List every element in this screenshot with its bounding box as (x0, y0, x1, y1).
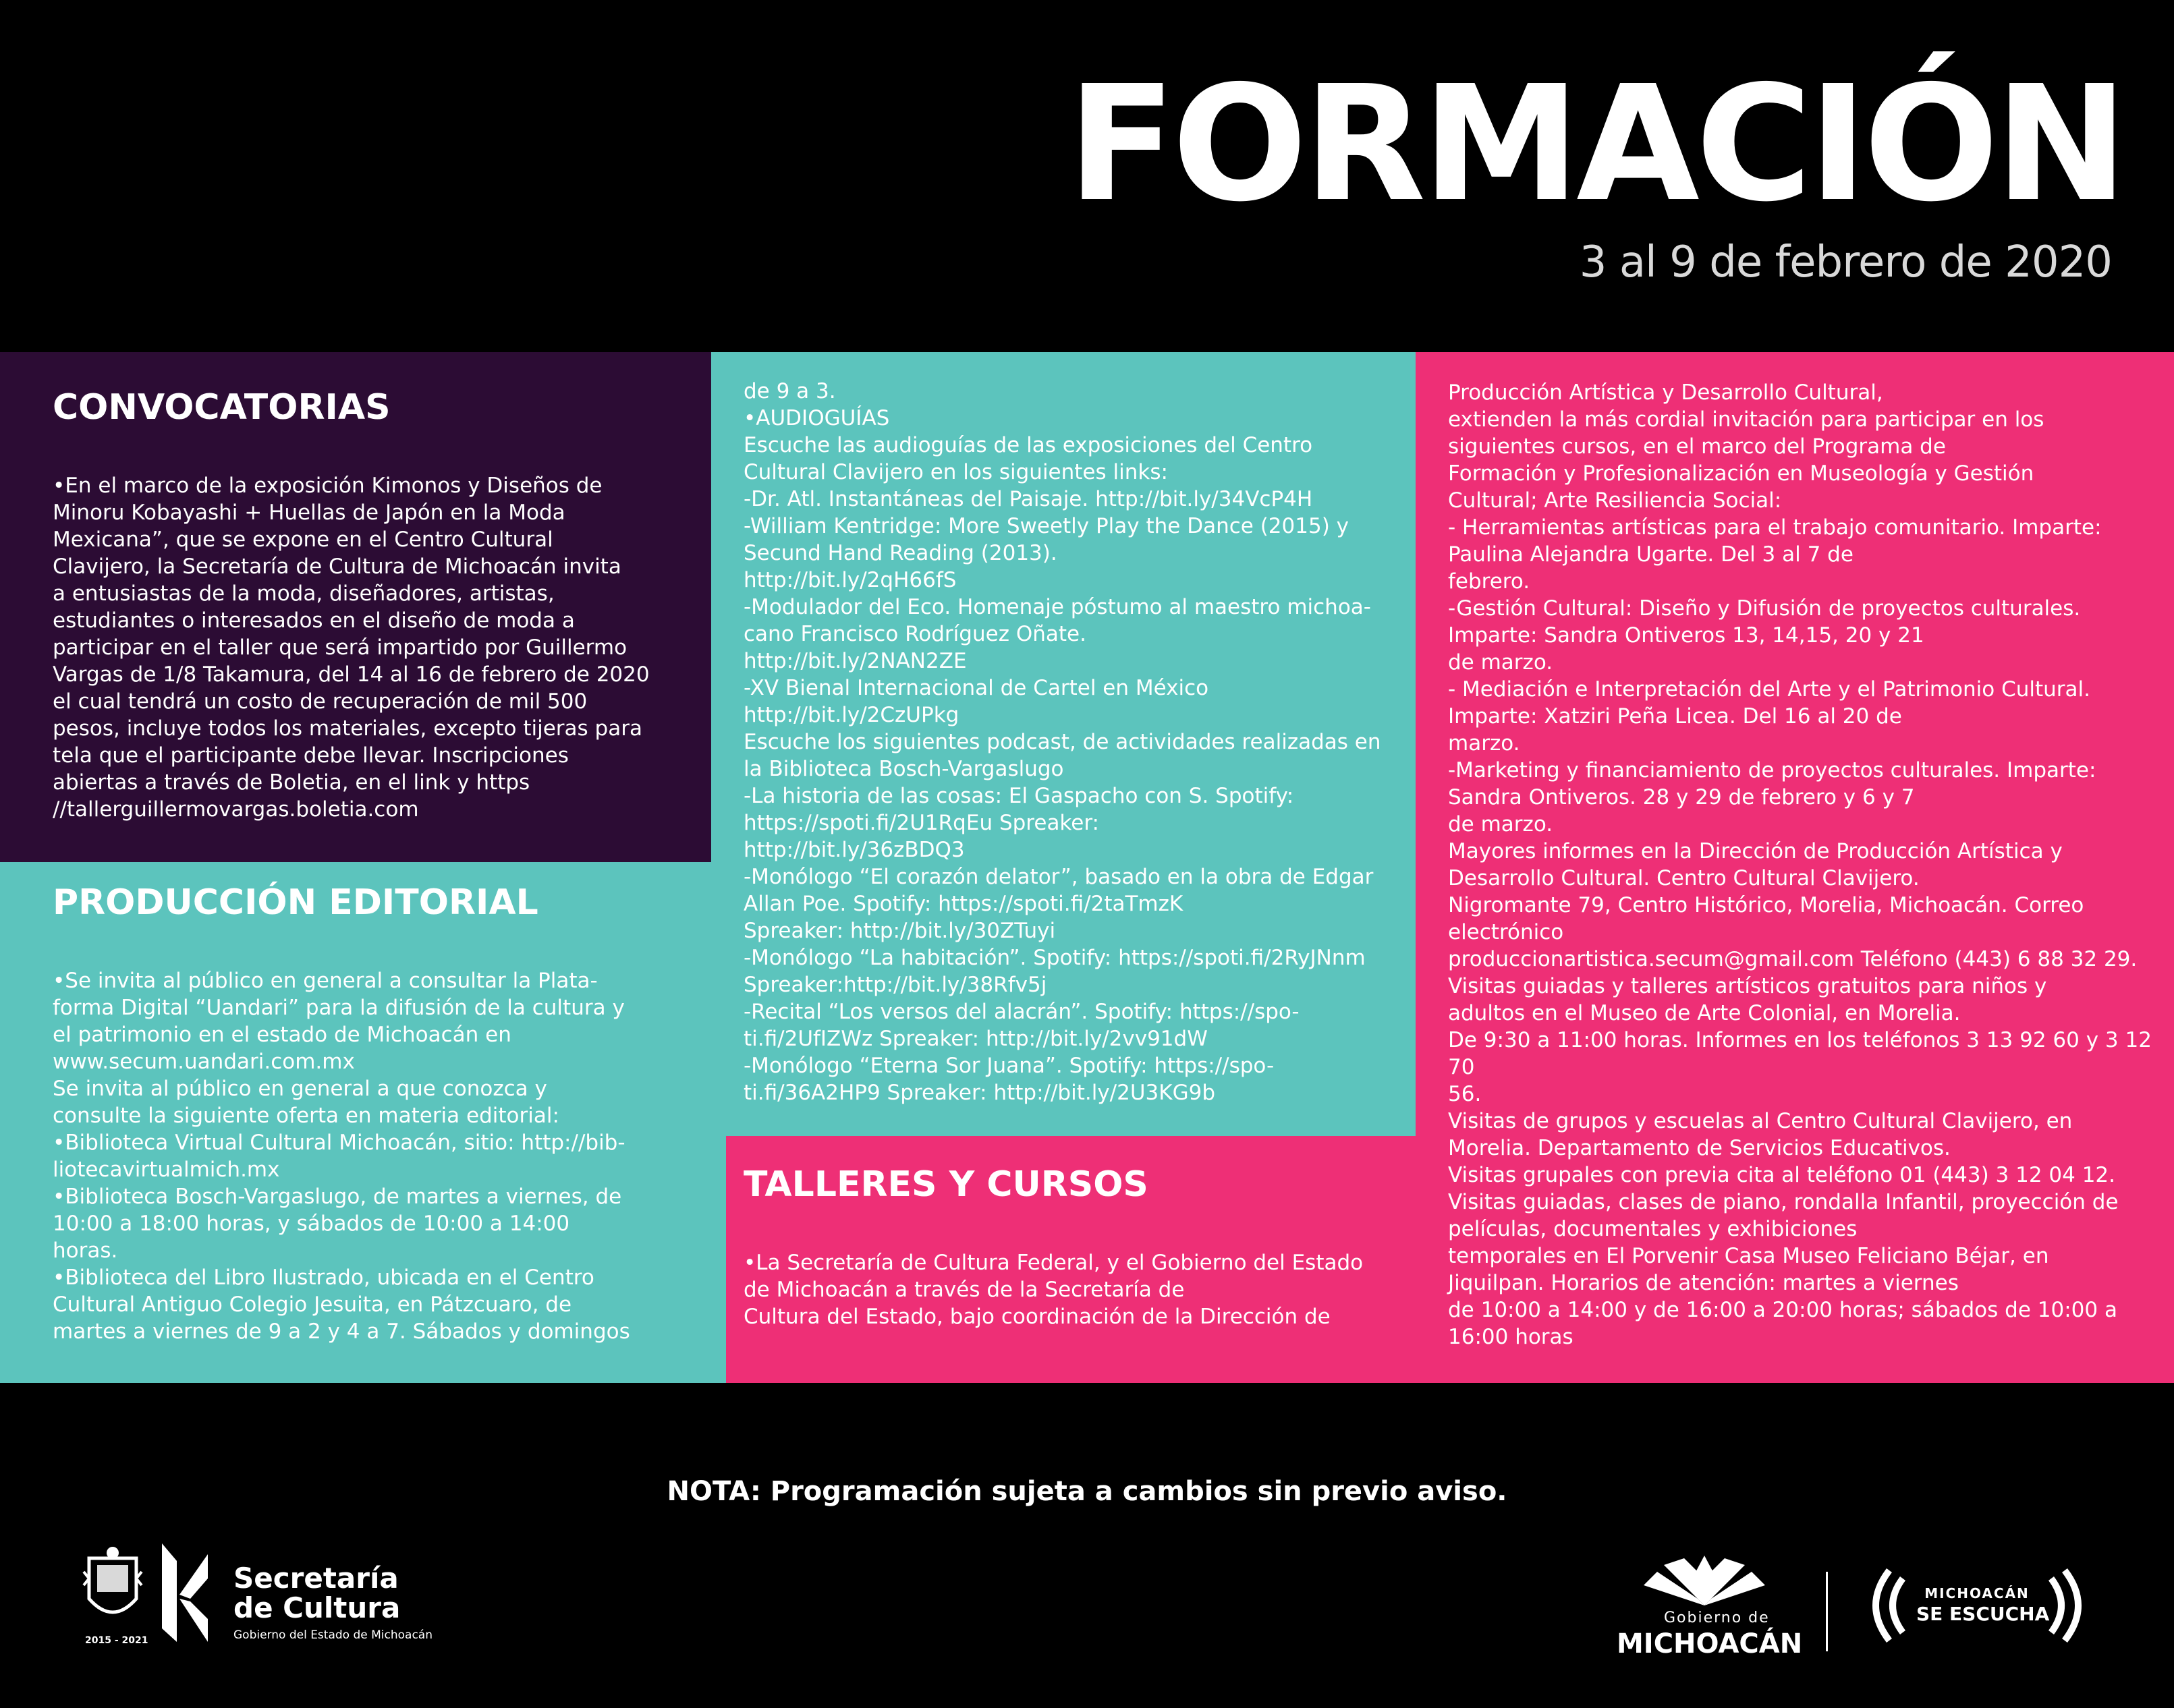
audioguias-text: de 9 a 3. •AUDIOGUÍAS Escuche las audioguías de las exposiciones del Centro Cultural Clavijero en los siguientes links: -Dr. Atl. Instantáneas del Paisaje. http://bit.ly/34VcP4H -William Kentridge: More Sweetly Play the Dance (2015) y Secund Hand Reading (2013). http://bit.ly/2qH66fS -Modulador del Eco. Homenaje póstumo al maestro michoa- cano Francisco Rodríguez Oñate. http://bit.ly/2NAN2ZE -XV Bienal Internacional de Cartel en México http://bit.ly/2CzUPkg Escuche los siguientes podcast, de actividades realizadas en la Biblioteca Bosch-Vargaslugo -La historia de las cosas: El Gaspacho con S. Spotify: https://spoti.fi/2U1RqEu Spreaker: http://bit.ly/36zBDQ3 -Monólogo “El corazón delator”, basado en la obra de Edgar Allan Poe. Spotify: https://spoti.fi/2taTmzK Spreaker: http://bit.ly/30ZTuyi -Monólogo “La habitación”. Spotify: https://spoti.fi/2RyJNnm Spreaker:http://bit.ly/38Rfv5j -Recital “Los versos del alacrán”. Spotify: https://spo- ti.fi/2UfIZWz Spreaker: http://bit.ly/2vv91dW -Monólogo “Eterna Sor Juana”. Spotify: https://spo- ti.fi/36A2HP9 Spreaker: http://bit.ly/2U3KG9b (744, 379, 1381, 1105)
secretaria-k-logo (157, 1541, 211, 1649)
talleres-heading: TALLERES Y CURSOS (744, 1164, 1148, 1205)
talleres-text: •La Secretaría de Cultura Federal, y el Gobierno del Estado de Michoacán a través de la Secretaría de Cultura del Estado, bajo coordinación de la Dirección de (744, 1251, 1364, 1329)
produccion-editorial-panel (0, 862, 726, 1383)
page-title: FORMACIÓN (1067, 51, 2124, 237)
gobierno-de-text: Gobierno de (1664, 1610, 1770, 1626)
talleres-continuation-panel (1416, 352, 2174, 1383)
coat-of-arms-icon (82, 1545, 143, 1632)
date-range: 3 al 9 de febrero de 2020 (1579, 237, 2112, 287)
gobierno-emblem-icon (1617, 1552, 1792, 1610)
secretaria-logo-subtitle: Gobierno del Estado de Michoacán (233, 1628, 433, 1642)
produccion-editorial-text: •Se invita al público en general a consultar la Plata- forma Digital “Uandari” para la difusión de la cultura y el patrimonio en el estado de Michoacán en www.secum.uandari.com.mx Se invita al público en general a que conozca y consulte la siguiente oferta en materia editorial: •Biblioteca Virtual Cultural Michoacán, sitio: http://bib- liotecavirtualmich.mx •Biblioteca Bosch-Vargaslugo, de martes a viernes, de 10:00 a 18:00 horas, y sábados de 10:00 a 14:00 horas. •Biblioteca del Libro Ilustrado, ubicada en el Centro Cultural Antiguo Colegio Jesuita, en Pátzcuaro, de martes a viernes de 9 a 2 y 4 a 7. Sábados y domingos (53, 969, 630, 1344)
talleres-continuation-text: Producción Artística y Desarrollo Cultural, extienden la más cordial invitación para participar en los siguientes cursos, en el marco del Programa de Formación y Profesionalización en Museología y Gestión Cultural; Arte Resiliencia Social: - Herramientas artísticas para el trabajo comunitario. Imparte: Paulina Alejandra Ugarte. Del 3 al 7 de febrero. -Gestión Cultural: Diseño y Difusión de proyectos culturales. Imparte: Sandra Ontiveros 13, 14,15, 20 y 21 de marzo. - Mediación e Interpretación del Arte y el Patrimonio Cultural. Imparte: Xatziri Peña Licea. Del 16 al 20 de marzo. -Marketing y financiamiento de proyectos culturales. Imparte: Sandra Ontiveros. 28 y 29 de febrero y 6 y 7 de marzo. Mayores informes en la Dirección de Producción Artística y Desarrollo Cultural. Centro Cultural Clavijero. Nigromante 79, Centro Histórico, Morelia, Michoacán. Correo electrónico produccionartistica.secum@gmail.com Teléfono (443) 6 88 32 29. Visitas guiadas y talleres artísticos gratuitos para niños y adultos en el Museo de Arte Colonial, en Morelia. De 9:30 a 11:00 horas. Informes en los teléfonos 3 13 92 60 y 3 12 70 56. Visitas de grupos y escuelas al Centro Cultural Clavijero, en Morelia. Departamento de Servicios Educativos. Visitas grupales con previa cita al teléfono 01 (443) 3 12 04 12. Visitas guiadas, clases de piano, rondalla Infantil, proyección de películas, documentales y exhibiciones temporales en El Porvenir Casa Museo Feliciano Béjar, en Jiquilpan. Horarios de atención: martes a viernes de 10:00 a 14:00 y de 16:00 a 20:00 horas; sábados de 10:00 a 16:00 horas (1448, 380, 2152, 1349)
secretaria-logo-line1: Secretaría (233, 1562, 399, 1595)
convocatorias-panel (0, 352, 711, 862)
convocatorias-text: •En el marco de la exposición Kimonos y Diseños de Minoru Kobayashi + Huellas de Japón en la Moda Mexicana”, que se expone en el Centro Cultural Clavijero, la Secretaría de Cultura de Michoacán invita a entusiastas de la moda, diseñadores, artistas, estudiantes o interesados en el diseño de moda a participar en el taller que será impartido por Guillermo Vargas de 1/8 Takamura, del 14 al 16 de febrero de 2020 el cual tendrá un costo de recuperación de mil 500 pesos, incluye todos los materiales, excepto tijeras para tela que el participante debe llevar. Inscripciones abiertas a través de Boletia, en el link y https //tallerguillermovargas.boletia.com (53, 474, 650, 822)
michoacan-se-escucha-logo (1862, 1565, 2092, 1646)
convocatorias-heading: CONVOCATORIAS (53, 387, 391, 428)
k-mark-icon (157, 1541, 211, 1649)
disclaimer-note: NOTA: Programación sujeta a cambios sin previo aviso. (667, 1476, 1507, 1507)
escucha-line1: MICHOACÁN (1924, 1585, 2030, 1601)
talleres-panel (726, 1136, 1416, 1383)
secretaria-logo-line2: de Cultura (233, 1591, 401, 1624)
gobierno-michoacan-logo (1617, 1552, 1803, 1659)
logo-divider (1826, 1572, 1828, 1651)
seal-years: 2015 - 2021 (85, 1635, 148, 1646)
michoacan-text: MICHOACÁN (1617, 1628, 1803, 1659)
state-seal-logo (82, 1545, 148, 1646)
audioguias-panel (711, 352, 1416, 1136)
escucha-line2: SE ESCUCHA (1916, 1603, 2050, 1625)
produccion-editorial-heading: PRODUCCIÓN EDITORIAL (53, 882, 538, 923)
